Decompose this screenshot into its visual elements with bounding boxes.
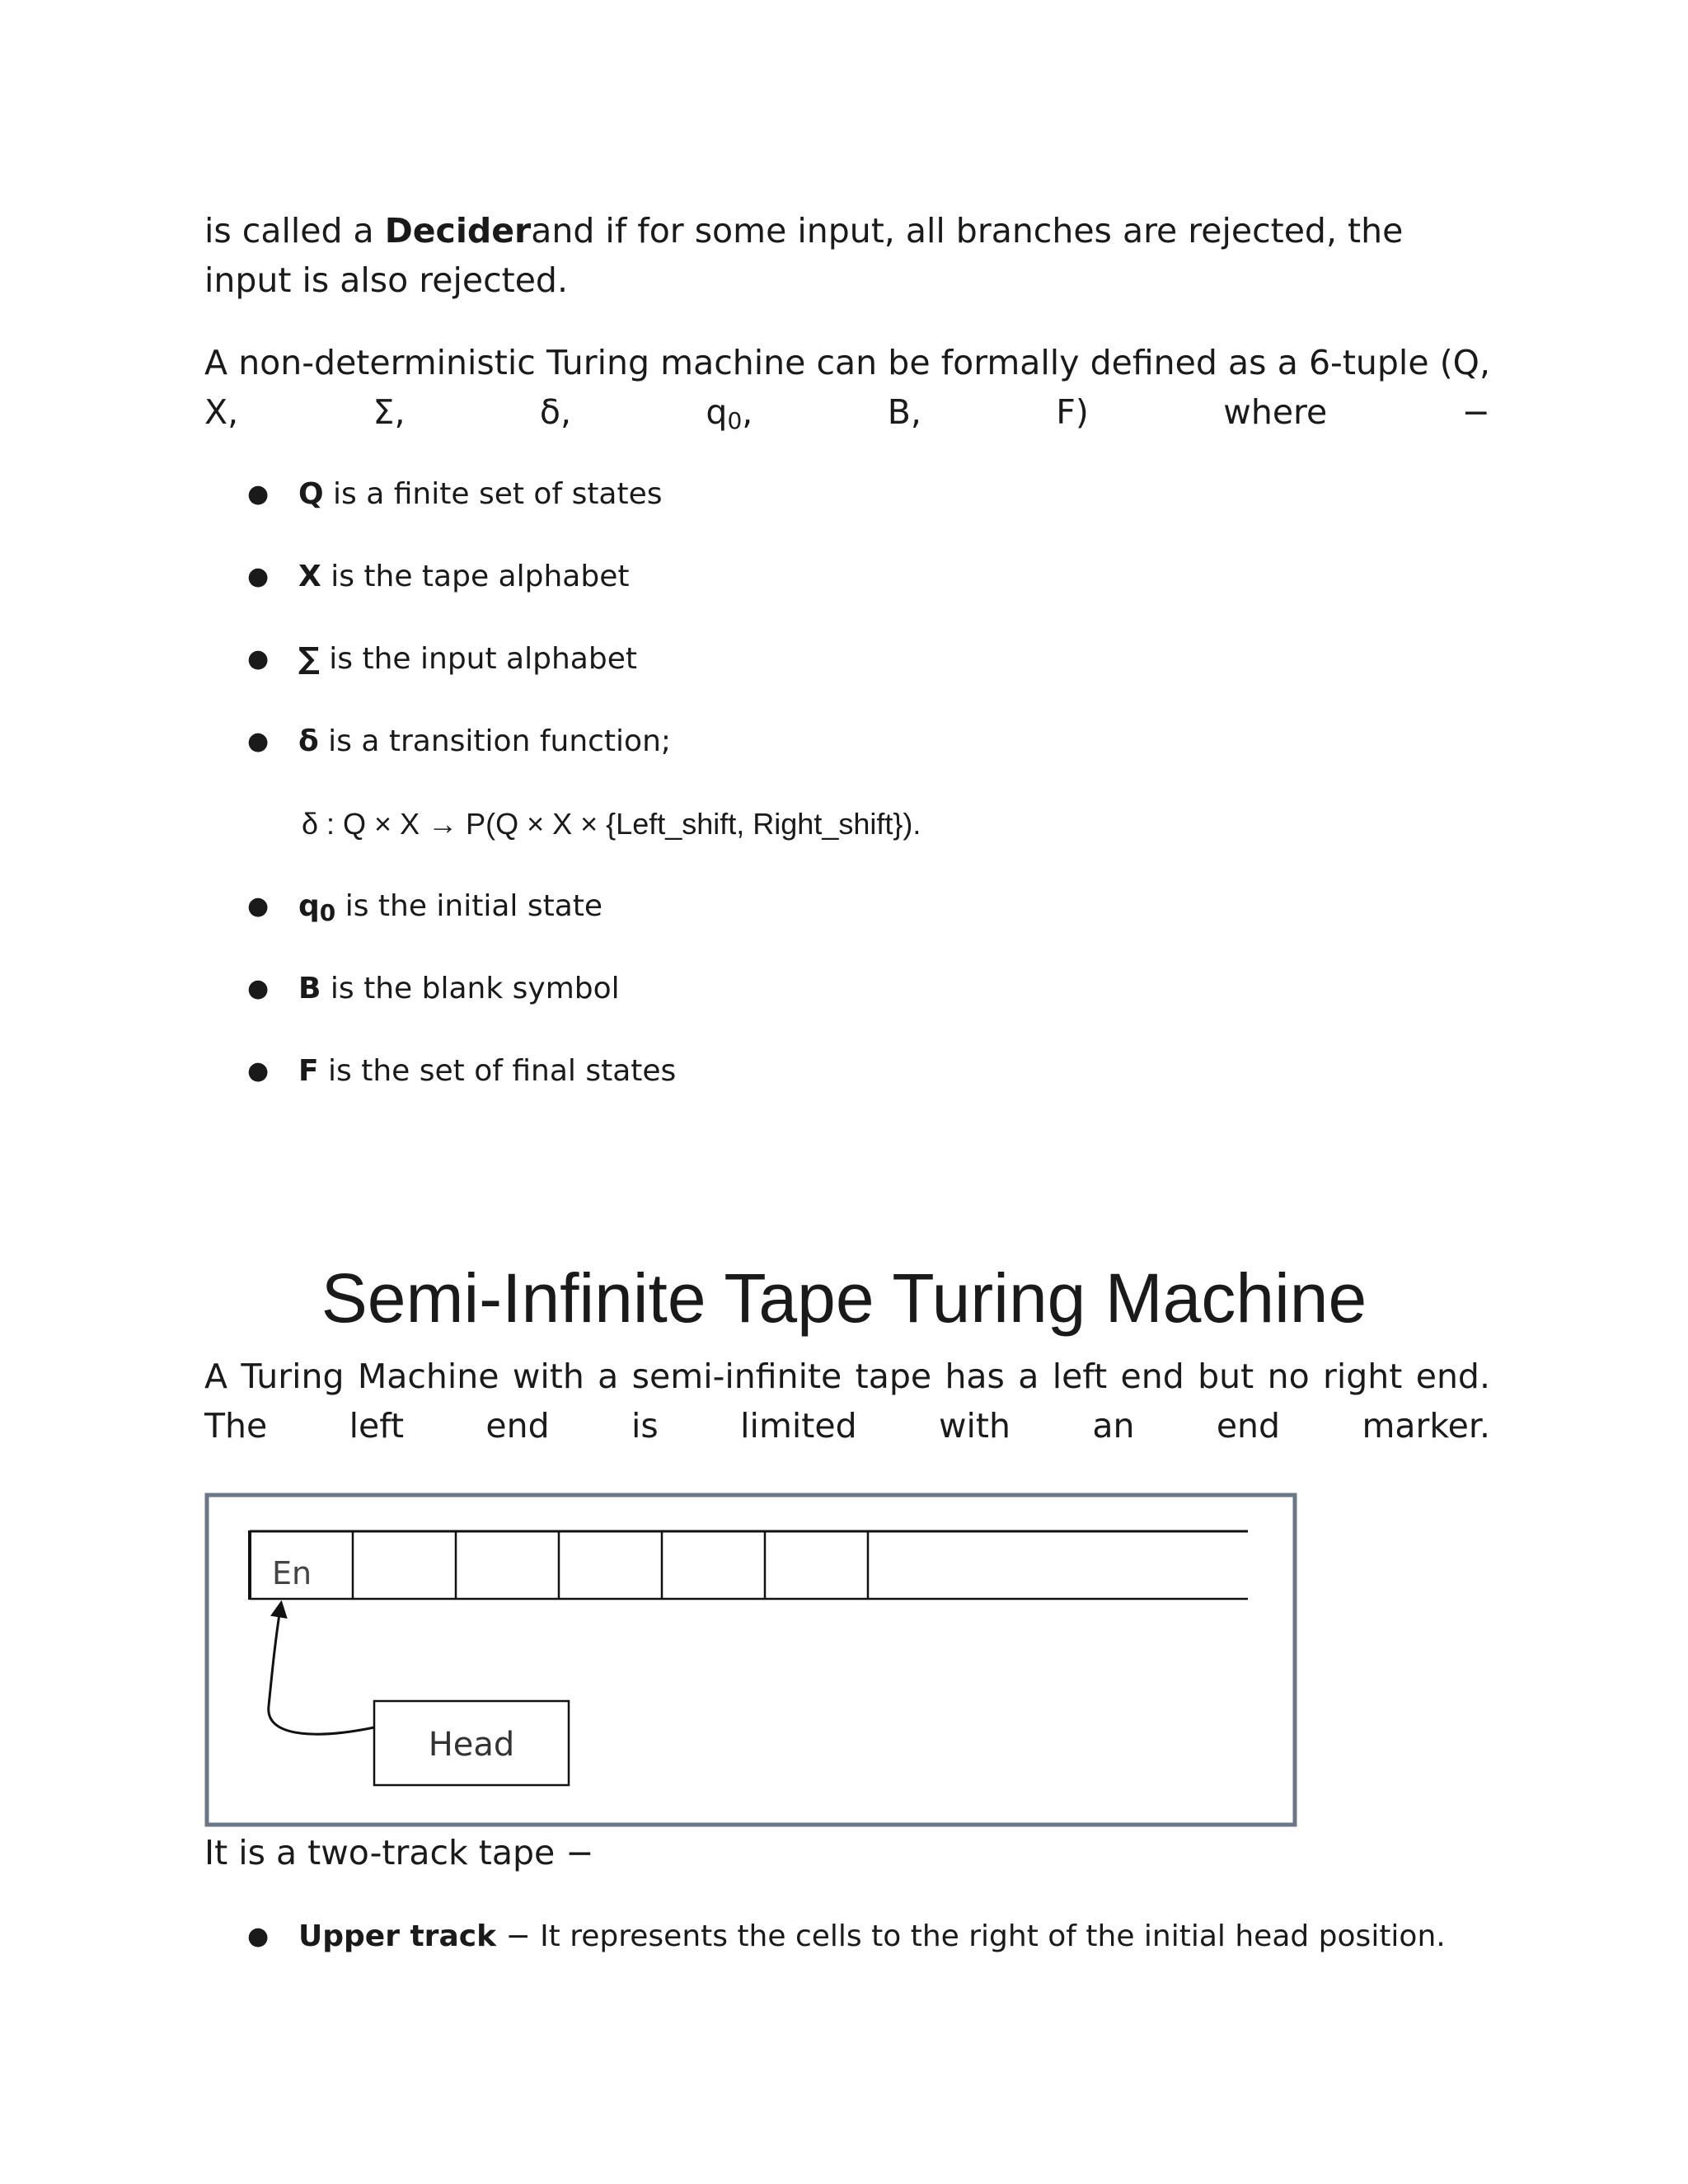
list-item-text: is the input alphabet xyxy=(319,642,637,676)
list-item-term: Upper track xyxy=(298,1919,497,1953)
end-marker-label: En xyxy=(272,1555,312,1591)
term-decider: Decider xyxy=(384,211,532,251)
bullet-icon: ● xyxy=(247,644,270,673)
list-item-text: is the initial state xyxy=(335,889,603,923)
bullet-icon: ● xyxy=(247,480,270,509)
list-item-text: is the blank symbol xyxy=(321,972,620,1005)
list-item-text: is a finite set of states xyxy=(323,477,663,511)
text-run: is called a xyxy=(204,211,385,251)
text-run: and if for some input, all branches are rejected, the input is also rejected. xyxy=(204,211,1404,300)
list-item-text: is the set of final states xyxy=(318,1054,677,1088)
transition-formula: δ : Q × X → P(Q × X × {Left_shift, Right_shift}). xyxy=(302,807,921,841)
tape-diagram-svg xyxy=(203,1483,1299,1838)
bullet-icon: ● xyxy=(247,562,270,591)
bullet-icon: ● xyxy=(247,727,270,756)
paragraph-two-track: It is a two-track tape − xyxy=(204,1833,594,1872)
bullet-icon: ● xyxy=(247,1922,270,1951)
list-item-text: is the tape alphabet xyxy=(321,560,630,593)
list-item-term: F xyxy=(298,1054,319,1088)
paragraph-decider xyxy=(204,206,1490,305)
section-heading: Semi-Infinite Tape Turing Machine xyxy=(321,1259,1367,1337)
bullet-icon: ● xyxy=(247,1057,270,1085)
list-item-text: − It represents the cells to the right of the initial head position. xyxy=(496,1919,1446,1953)
bullet-icon: ● xyxy=(247,892,270,921)
paragraph-ntm-definition xyxy=(204,338,1490,437)
tape-diagram xyxy=(203,1483,1299,1838)
bullet-icon: ● xyxy=(247,974,270,1003)
diagram-frame xyxy=(207,1495,1295,1825)
list-item-term: δ xyxy=(298,724,319,758)
paragraph-semi-infinite: A Turing Machine with a semi-infinite tape has a left end but no right end. The left end is limited with an end marker. xyxy=(204,1357,1490,1446)
head-label: Head xyxy=(428,1726,515,1764)
list-item-term: B xyxy=(298,972,321,1005)
list-item-term: ∑ xyxy=(298,642,320,676)
list-item-term: q xyxy=(298,889,320,923)
subscript-zero: 0 xyxy=(727,407,743,434)
list-item-term: Q xyxy=(298,477,324,511)
text-run: A non-deterministic Turing machine can be formally defined as a 6-tuple (Q, X, Σ, δ, q xyxy=(204,343,1490,432)
list-item-term: X xyxy=(298,560,321,593)
subscript-zero: 0 xyxy=(319,899,336,926)
list-item-text: is a transition function; xyxy=(318,724,672,758)
text-run: , B, F) where − xyxy=(742,392,1490,432)
